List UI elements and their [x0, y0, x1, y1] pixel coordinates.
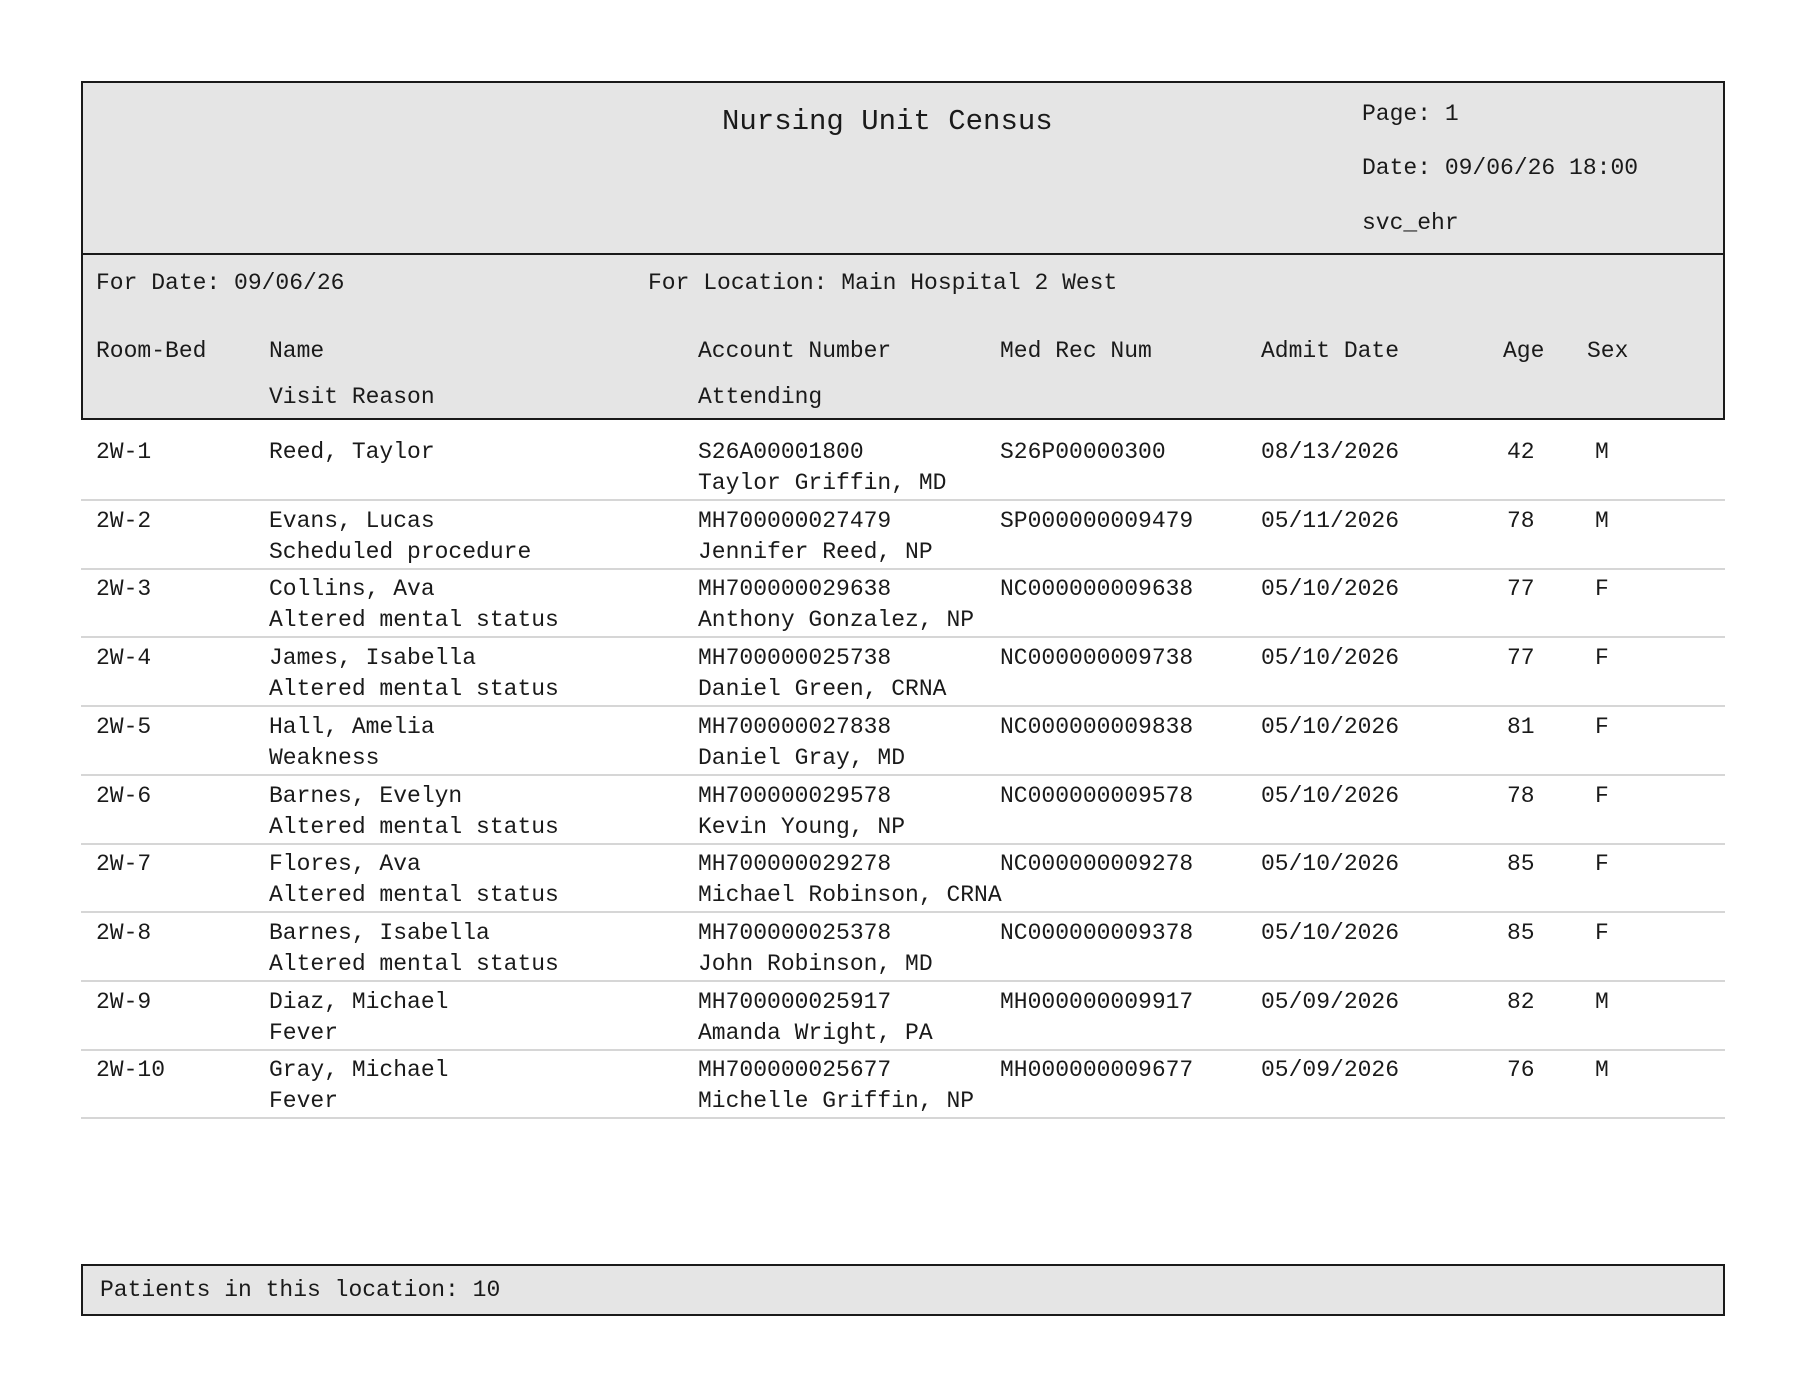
cell-age: 78 — [1507, 507, 1535, 534]
cell-admit-date: 05/10/2026 — [1261, 782, 1400, 809]
page-number: Page: 1 — [1362, 101, 1459, 127]
cell-room-bed: 2W-9 — [96, 988, 152, 1015]
row-separator — [81, 568, 1725, 570]
cell-med-rec-num: NC000000009638 — [1000, 576, 1194, 603]
cell-med-rec-num: MH000000009677 — [1000, 1057, 1194, 1084]
cell-account-number: MH700000029278 — [698, 851, 892, 878]
cell-attending: Jennifer Reed, NP — [698, 538, 933, 565]
cell-room-bed: 2W-6 — [96, 782, 152, 809]
cell-age: 77 — [1507, 576, 1535, 603]
cell-sex: F — [1595, 782, 1609, 809]
cell-name: Reed, Taylor — [269, 439, 435, 465]
cell-age: 42 — [1507, 439, 1535, 465]
cell-med-rec-num: NC000000009378 — [1000, 919, 1194, 946]
cell-account-number: MH700000029638 — [698, 576, 892, 603]
cell-sex: F — [1595, 576, 1609, 603]
cell-account-number: S26A00001800 — [698, 439, 864, 465]
cell-visit-reason: Scheduled procedure — [269, 538, 532, 565]
cell-room-bed: 2W-2 — [96, 507, 152, 534]
col-name: Name — [269, 338, 325, 364]
cell-visit-reason: Altered mental status — [269, 676, 559, 703]
cell-room-bed: 2W-10 — [96, 1057, 166, 1084]
cell-sex: F — [1595, 851, 1609, 878]
cell-account-number: MH700000027479 — [698, 507, 892, 534]
cell-med-rec-num: NC000000009838 — [1000, 713, 1194, 740]
row-separator — [81, 1117, 1725, 1119]
patients-count: Patients in this location: 10 — [100, 1277, 501, 1303]
report-user: svc_ehr — [1362, 210, 1459, 236]
cell-admit-date: 05/10/2026 — [1261, 713, 1400, 740]
col-visit-reason: Visit Reason — [269, 384, 435, 410]
cell-sex: M — [1595, 1057, 1609, 1084]
cell-age: 85 — [1507, 851, 1535, 878]
cell-name: Hall, Amelia — [269, 713, 435, 740]
cell-sex: M — [1595, 988, 1609, 1015]
cell-attending: Daniel Gray, MD — [698, 744, 906, 771]
cell-age: 78 — [1507, 782, 1535, 809]
col-attending: Attending — [698, 384, 823, 410]
cell-account-number: MH700000025378 — [698, 919, 892, 946]
cell-attending: Amanda Wright, PA — [698, 1019, 933, 1046]
cell-sex: M — [1595, 439, 1609, 465]
cell-med-rec-num: SP000000009479 — [1000, 507, 1194, 534]
cell-visit-reason: Altered mental status — [269, 882, 559, 909]
cell-name: Diaz, Michael — [269, 988, 449, 1015]
col-admit-date: Admit Date — [1261, 338, 1400, 364]
cell-account-number: MH700000025738 — [698, 645, 892, 672]
cell-attending: John Robinson, MD — [698, 950, 933, 977]
cell-age: 82 — [1507, 988, 1535, 1015]
cell-visit-reason: Weakness — [269, 744, 380, 771]
cell-attending: Daniel Green, CRNA — [698, 676, 947, 703]
cell-visit-reason: Altered mental status — [269, 813, 559, 840]
cell-admit-date: 05/11/2026 — [1261, 507, 1400, 534]
cell-age: 81 — [1507, 713, 1535, 740]
col-room-bed: Room-Bed — [96, 338, 207, 364]
row-separator — [81, 843, 1725, 845]
cell-sex: F — [1595, 645, 1609, 672]
cell-admit-date: 05/10/2026 — [1261, 851, 1400, 878]
for-location: For Location: Main Hospital 2 West — [648, 270, 1118, 296]
cell-med-rec-num: NC000000009578 — [1000, 782, 1194, 809]
header-divider — [81, 253, 1725, 255]
col-med-rec-num: Med Rec Num — [1000, 338, 1152, 364]
report-title: Nursing Unit Census — [722, 105, 1053, 138]
cell-age: 85 — [1507, 919, 1535, 946]
cell-attending: Michael Robinson, CRNA — [698, 882, 1002, 909]
cell-attending: Anthony Gonzalez, NP — [698, 607, 975, 634]
row-separator — [81, 705, 1725, 707]
cell-med-rec-num: S26P00000300 — [1000, 439, 1166, 465]
cell-age: 76 — [1507, 1057, 1535, 1084]
cell-name: Collins, Ava — [269, 576, 435, 603]
row-separator — [81, 774, 1725, 776]
cell-admit-date: 05/09/2026 — [1261, 1057, 1400, 1084]
cell-room-bed: 2W-8 — [96, 919, 152, 946]
cell-room-bed: 2W-3 — [96, 576, 152, 603]
cell-visit-reason: Fever — [269, 1019, 339, 1046]
cell-account-number: MH700000029578 — [698, 782, 892, 809]
cell-sex: M — [1595, 507, 1609, 534]
row-separator — [81, 636, 1725, 638]
row-separator — [81, 499, 1725, 501]
cell-visit-reason: Fever — [269, 1088, 339, 1115]
col-account-number: Account Number — [698, 338, 892, 364]
cell-room-bed: 2W-1 — [96, 439, 152, 465]
report-date: Date: 09/06/26 18:00 — [1362, 155, 1639, 181]
cell-name: Barnes, Evelyn — [269, 782, 463, 809]
cell-med-rec-num: NC000000009738 — [1000, 645, 1194, 672]
cell-name: Gray, Michael — [269, 1057, 449, 1084]
cell-sex: F — [1595, 713, 1609, 740]
cell-attending: Kevin Young, NP — [698, 813, 906, 840]
cell-visit-reason: Altered mental status — [269, 950, 559, 977]
cell-attending: Taylor Griffin, MD — [698, 470, 947, 496]
row-separator — [81, 1049, 1725, 1051]
row-separator — [81, 911, 1725, 913]
cell-name: Barnes, Isabella — [269, 919, 490, 946]
cell-admit-date: 08/13/2026 — [1261, 439, 1400, 465]
cell-age: 77 — [1507, 645, 1535, 672]
cell-account-number: MH700000025917 — [698, 988, 892, 1015]
cell-name: Evans, Lucas — [269, 507, 435, 534]
cell-account-number: MH700000025677 — [698, 1057, 892, 1084]
cell-attending: Michelle Griffin, NP — [698, 1088, 975, 1115]
cell-room-bed: 2W-4 — [96, 645, 152, 672]
cell-med-rec-num: NC000000009278 — [1000, 851, 1194, 878]
cell-visit-reason: Altered mental status — [269, 607, 559, 634]
cell-room-bed: 2W-7 — [96, 851, 152, 878]
cell-name: James, Isabella — [269, 645, 477, 672]
row-separator — [81, 980, 1725, 982]
cell-admit-date: 05/09/2026 — [1261, 988, 1400, 1015]
col-sex: Sex — [1587, 338, 1629, 364]
for-date: For Date: 09/06/26 — [96, 270, 345, 296]
cell-room-bed: 2W-5 — [96, 713, 152, 740]
cell-sex: F — [1595, 919, 1609, 946]
cell-name: Flores, Ava — [269, 851, 421, 878]
cell-admit-date: 05/10/2026 — [1261, 576, 1400, 603]
cell-admit-date: 05/10/2026 — [1261, 919, 1400, 946]
cell-account-number: MH700000027838 — [698, 713, 892, 740]
cell-med-rec-num: MH000000009917 — [1000, 988, 1194, 1015]
cell-admit-date: 05/10/2026 — [1261, 645, 1400, 672]
col-age: Age — [1503, 338, 1545, 364]
